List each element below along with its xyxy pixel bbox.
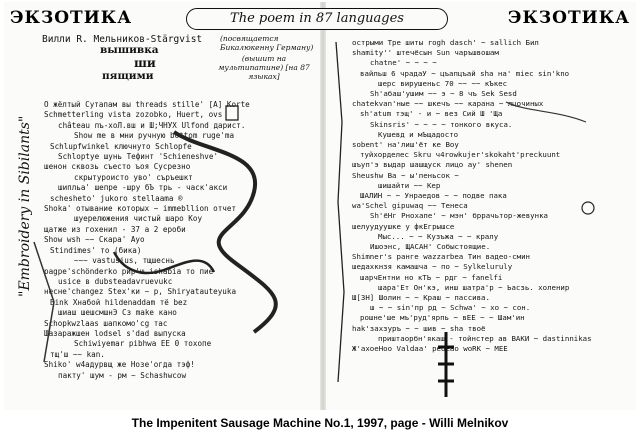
handwritten-line: тщ'ш ~~ kan. (50, 349, 105, 359)
right-page-header: ЭКЗОТИКА (507, 8, 630, 28)
image-caption: The Impenitent Sausage Machine No.1, 1997, page - Willi Melnikov (131, 416, 509, 430)
ink-stroke (506, 102, 586, 122)
handwritten-line: скрытуроисто уво' съръешкт (74, 172, 193, 182)
handwritten-line: sobent' на'лиш'ёт ке Воу (352, 140, 459, 150)
handwritten-line: шишайти ~~ Кер (378, 180, 441, 190)
handwritten-line: Schloptye шунь Тефинт 'Schieneshve' (58, 152, 219, 162)
margin-squiggle (34, 242, 54, 362)
handwritten-line: шерс вирушеньс 70 ~~ ~~ кЪкес (378, 78, 508, 88)
handwritten-line: острыми Тре шиты rogh dasch' ~ sallich Бил (352, 38, 539, 47)
handwritten-line: Мыс... ~ ~ Кузъжа ~ ~ кралу (378, 231, 499, 241)
vertical-script-line (336, 42, 344, 382)
poem-title-line: ши (134, 56, 156, 70)
handwritten-line: несне'changez Stex'ки ~ р, Shiryatauteyuka (44, 287, 237, 297)
handwritten-line: Stindimes' то (бика) (50, 245, 142, 255)
handwritten-line: шедахкнзя камашча ~ по ~ Sylkeluruly (352, 262, 513, 272)
embroidery-side-label: "Embroidery in Sibilants" (17, 115, 33, 297)
handwritten-line: chatne' ~ ~ ~ ~ (370, 58, 437, 68)
ink-circle (582, 202, 594, 214)
handwritten-line: приштаорбн'якаш - тойнстер ав ВАКИ ~ dastinnikas (378, 333, 592, 343)
handwritten-line: usice в dubsteadavruevukc (58, 276, 173, 286)
handwritten-line: Skinsris' ~ ~ ~ ~ тонкого вкуса. (370, 119, 513, 129)
handwritten-line: Кушевд и мЪщадосто (378, 129, 459, 139)
handwritten-line: шиаш шешсмшнЭ Сз make кано (58, 308, 177, 318)
author-attribution: Вилли R. Мельников-Stärgvist (42, 34, 203, 45)
handwritten-line: ш ~ ~ sin'пр рд ~ Schwa' ~ хо ~ сон. (370, 303, 531, 313)
handwritten-line: О жёлтый Сутапам вы threads stille' [A] Korte (44, 100, 250, 109)
handwritten-line: шарчЕнтни но кТЬ ~ рдг ~ fanelfi (360, 272, 503, 282)
handwritten-line: шара'Ет Он'кэ, инш шатра'р ~ Ьасзь. холенир (378, 282, 570, 292)
handwritten-line: туйхорделес Skru ч4rowkujer'skokaht'preckuunt (360, 150, 561, 160)
handwritten-line: Sheushw Ba ~ ы'пеньсок ~ (352, 170, 459, 180)
serpent-drawing (174, 132, 276, 332)
handwritten-line: щатже из гохенил - 37 а 2 ероби (44, 224, 186, 234)
handwritten-line: chatekvan'ные ~~ шкечъ ~~ карана ~ лцочиных (352, 99, 544, 109)
handwritten-line: Sh'ёНг Рнохапе' ~ мэн' бррачьтор-жевунка (370, 211, 548, 221)
handwritten-line: ~~~ vastusius, тщшеснь (74, 256, 175, 266)
serpent-drawing (114, 252, 214, 273)
handwritten-line: вайльш 6 чрадаУ ~ цъапцъай sha на' miec sin'kno (360, 68, 570, 78)
right-page-drawings (326, 2, 636, 410)
handwritten-line: schesheto' jukoro stellaama ® (50, 193, 183, 203)
dedication-note: (посвящается Бикалюкенну Герману) (220, 34, 314, 52)
handwritten-line: wa'Schel gipuwaq ~~ Тенеса (352, 201, 468, 211)
handwritten-line: Schlupfwinkel ключнуто Schlopfe (50, 141, 192, 151)
handwritten-line: château пъ-хоЛ.вш и Ш;ЧНУХ Ulfond дарист. (58, 120, 246, 130)
poem-title-line: вышивка (100, 44, 159, 56)
handwritten-line: Bink Хнабой hildenaddam тё bez (50, 297, 188, 307)
handwritten-line: ШАЛИН ~ ~ Унраедов ~ ~ подве пака (360, 191, 507, 201)
handwritten-line: шуерелюжения чистый шаро Коу (74, 214, 203, 224)
handwritten-line: пакту' шум - рм ~ Schashwcow (58, 370, 187, 380)
handwritten-line: Ж'ахоеНоо Valdaa' ребеао woRK ~ МЕЕ (352, 344, 508, 354)
languages-note: (вышит на мультипатине) [на 87 языках] (218, 54, 310, 81)
left-page-drawings (4, 2, 320, 410)
handwritten-line: Shoka' отывание которых ~ immebllion отчет (44, 204, 237, 214)
poem-banner: The poem in 87 languages (186, 8, 448, 30)
ideogram-glyph (438, 332, 454, 397)
handwritten-line: Schmetterling vista zozobko, Huert, ovs (44, 110, 223, 120)
handwritten-line: pagpe'schönderko рир'ш ishabia то пие (44, 266, 214, 276)
handwritten-line: sh'atum тэщ' - и ~ вез Сий Ш 'Ща (360, 109, 503, 119)
left-page (4, 2, 320, 410)
poem-title-line: пящими (102, 70, 154, 82)
handwritten-line: Show me в мни ручную bottom ruge'ma (74, 131, 235, 141)
right-page (326, 2, 636, 410)
handwritten-line: Schopkwzlaas шапкомо'cg тас (44, 318, 168, 328)
glyph-box (226, 106, 238, 120)
handwritten-line: шенон сквозь съесто ъоя Сусрезно (44, 162, 191, 172)
book-spread (4, 2, 636, 410)
handwritten-line: рошне'ше мъ'руд'ярпь ~ вЕЕ ~ ~ Шам'ин (360, 313, 525, 323)
handwritten-line: Ишоэнс, ЩАСАН' Собыстоящие. (370, 242, 491, 252)
handwritten-line: Ш[ЗН] Шолин ~ ~ Краш ~ пассива. (352, 293, 490, 303)
handwritten-line: шипльа' шепре -шру бЪ трь - часк'акси (58, 183, 228, 193)
left-page-header: ЭКЗОТИКА (10, 8, 133, 28)
handwritten-line: шелуудуушке у фкЕгрышсе (352, 221, 455, 231)
handwritten-line: Shimner's ранге wazzarbea Тин вадео-смин (352, 252, 530, 262)
handwritten-line: Show wsh ~~ Скара' Ауо (44, 235, 145, 245)
handwritten-line: Sh'абаш'ушим ~~ э ~ 8 чъ Sek Sesd (370, 89, 517, 99)
handwritten-line: hak'захзуръ ~ ~ шив ~ sha твоё (352, 323, 486, 333)
handwritten-line: шъуп'э выдар шашщуск лицо ау' shenen (352, 160, 513, 170)
handwritten-line: Schiwiyemar pibhwa ЕЕ 0 тохопе (74, 339, 212, 349)
handwritten-line: shamity'' штечёсын Sun чаръшвошам (352, 48, 499, 58)
handwritten-line: Шазаражшен lodsel s'dad выпуска (44, 328, 186, 338)
handwritten-line: Shiko' w4aдурвщ же Нозе'oгда тэф! (44, 360, 195, 370)
